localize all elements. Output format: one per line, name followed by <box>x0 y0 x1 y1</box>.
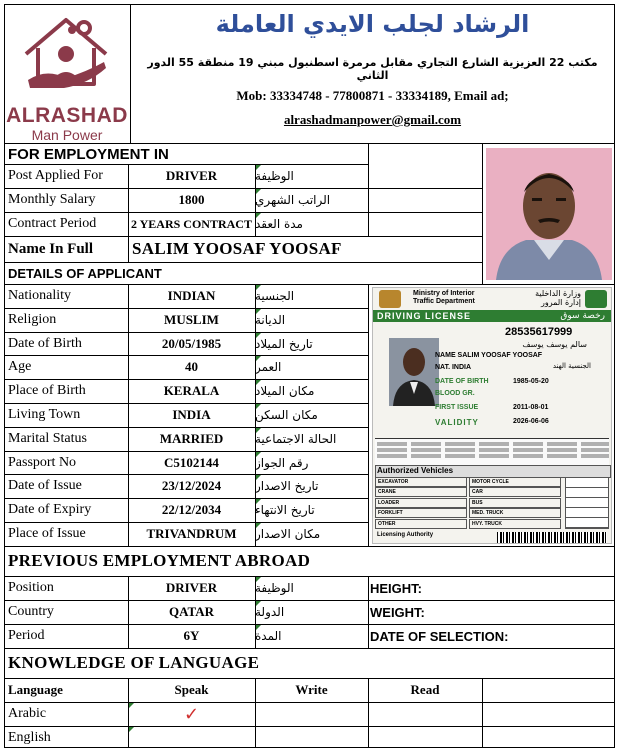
field-label-arabic: الراتب الشهري <box>255 193 331 207</box>
license-dept-ar: إدارة المرور <box>540 298 581 307</box>
field-value: 22/12/2034 <box>161 502 222 518</box>
emblem-icon <box>379 290 401 308</box>
field-value: 40 <box>185 359 198 375</box>
vehicle-class: BUS <box>469 498 561 508</box>
field-label: Position <box>8 580 54 595</box>
field-label-arabic: العمر <box>255 360 282 375</box>
license-title-ar: رخصة سوق <box>560 311 605 321</box>
field-label-arabic: الجنسية <box>255 289 295 303</box>
field-value: 1800 <box>178 192 205 207</box>
field-value: 6Y <box>183 628 200 643</box>
field-label-arabic: الوظيفة <box>255 169 294 183</box>
speak-check-icon: ✓ <box>183 703 200 725</box>
license-dob: 1985-05-20 <box>513 378 549 385</box>
field-label: Country <box>8 604 54 619</box>
field-label-arabic: تاريخ الاصدار <box>255 479 319 494</box>
field-label-arabic: تاريخ الميلاد <box>255 336 313 351</box>
license-auth-label: Authorized Vehicles <box>377 466 454 475</box>
license-number: 28535617999 <box>505 326 573 338</box>
vehicle-class: EXCAVATOR <box>375 477 467 487</box>
vehicle-class: MED. TRUCK <box>469 508 561 518</box>
field-label-arabic: الديانة <box>255 312 286 327</box>
license-blood: BLOOD GR. <box>435 390 475 397</box>
field-label: Date of Expiry <box>8 502 92 518</box>
company-name-arabic: الرشاد لجلب الايدي العاملة <box>215 10 530 38</box>
flag-icon <box>585 290 607 308</box>
vehicle-class: OTHER <box>375 519 467 529</box>
license-ministry: Ministry of Interior <box>413 290 475 297</box>
name-value: SALIM YOOSAF YOOSAF <box>132 239 342 258</box>
logo-subtext: Man Power <box>31 127 103 143</box>
field-label-arabic: مكان الميلاد <box>255 384 315 399</box>
license-photo <box>389 338 439 406</box>
vehicle-class: HVY. TRUCK <box>469 519 561 529</box>
company-email: alrashadmanpower@gmail.com <box>283 112 462 127</box>
field-label-arabic: مكان السكن <box>255 408 318 422</box>
field-label-arabic: المدة <box>255 629 282 643</box>
field-value: QATAR <box>168 604 215 619</box>
driving-license-image <box>372 287 612 544</box>
license-first-issue-label: FIRST ISSUE <box>435 404 479 411</box>
license-ministry-ar: وزارة الداخلية <box>535 289 581 298</box>
vehicle-class: FORKLIFT <box>375 508 467 518</box>
barcode <box>497 532 607 544</box>
field-value: 23/12/2024 <box>161 478 222 494</box>
field-label: Living Town <box>8 407 81 422</box>
field-label: Period <box>8 628 45 643</box>
license-authority: Licensing Authority <box>377 532 434 538</box>
house-hand-icon <box>6 10 128 98</box>
field-value: TRIVANDRUM <box>146 526 237 541</box>
measure-label: WEIGHT: <box>370 604 425 620</box>
applicant-photo <box>486 148 612 280</box>
vehicle-class: CAR <box>469 487 561 497</box>
field-label: Marital Status <box>8 430 87 446</box>
section-employment: FOR EMPLOYMENT IN <box>8 145 169 163</box>
section-previous: PREVIOUS EMPLOYMENT ABROAD <box>8 551 311 570</box>
measure-label: DATE OF SELECTION: <box>370 628 509 644</box>
license-dept: Traffic Department <box>413 298 475 305</box>
field-value: 2 YEARS CONTRACT <box>131 216 252 231</box>
license-validity: 2026-06-06 <box>513 418 549 425</box>
field-label-arabic: رقم الجواز <box>255 455 309 470</box>
language-name: Arabic <box>8 706 47 721</box>
field-label-arabic: الدولة <box>255 605 285 619</box>
field-label-arabic: مكان الاصدار <box>255 527 321 541</box>
section-language: KNOWLEDGE OF LANGUAGE <box>8 653 260 672</box>
field-value: INDIAN <box>167 288 216 303</box>
field-label-arabic: الوظيفة <box>255 581 294 595</box>
company-address-arabic: مكتب 22 العزيزية الشارع التجاري مقابل مرمرة اسطنبول مبني 19 منطقة 55 الدور الثاني <box>147 56 598 82</box>
logo-text: ALRASHAD <box>6 104 128 127</box>
field-value: INDIA <box>172 407 211 422</box>
vehicle-class: MOTOR CYCLE <box>469 477 561 487</box>
field-label: Religion <box>8 311 57 327</box>
field-value: C5102144 <box>164 454 219 470</box>
license-validity-label: VALIDITY <box>435 418 479 427</box>
company-phone: Mob: 33334748 - 77800871 - 33334189, Email ad; <box>236 88 509 103</box>
license-first-issue: 2011-08-01 <box>513 404 549 411</box>
field-label: Date of Issue <box>8 478 82 494</box>
language-header: Read <box>410 682 440 697</box>
field-value: 20/05/1985 <box>161 335 222 351</box>
field-label: Place of Birth <box>8 383 86 399</box>
license-name: NAME SALIM YOOSAF YOOSAF <box>435 352 543 359</box>
language-header: Language <box>8 682 63 697</box>
field-label: Place of Issue <box>8 526 86 541</box>
field-label-arabic: تاريخ الانتهاء <box>255 503 315 518</box>
field-label: Nationality <box>8 288 71 303</box>
vehicle-notes <box>565 477 609 529</box>
field-value: KERALA <box>163 383 220 399</box>
license-nat-ar: الجنسية الهند <box>552 362 591 370</box>
company-logo <box>6 10 128 143</box>
measure-label: HEIGHT: <box>370 580 422 596</box>
field-label-arabic: الحالة الاجتماعية <box>255 431 337 446</box>
field-label-arabic: مدة العقد <box>255 217 303 231</box>
field-value: MUSLIM <box>164 311 219 327</box>
field-label: Age <box>8 359 32 375</box>
license-dob-label: DATE OF BIRTH <box>435 378 489 385</box>
name-label: Name In Full <box>8 240 94 257</box>
field-value: MARRIED <box>159 430 224 446</box>
license-nat: NAT. INDIA <box>435 364 472 371</box>
language-header: Speak <box>174 682 209 697</box>
field-value: DRIVER <box>165 168 218 183</box>
field-label: Passport No <box>8 454 77 470</box>
field-label: Monthly Salary <box>8 192 96 207</box>
vehicle-class: CRANE <box>375 487 467 497</box>
field-value: DRIVER <box>165 580 218 595</box>
vehicle-class: LOADER <box>375 498 467 508</box>
field-label: Date of Birth <box>8 335 82 351</box>
language-name: English <box>8 730 51 745</box>
license-name-ar: سالم يوسف يوسف <box>522 340 587 349</box>
field-label: Contract Period <box>8 216 97 231</box>
license-title: DRIVING LICENSE <box>377 311 472 321</box>
speak-check-icon <box>128 726 255 750</box>
section-details: DETAILS OF APPLICANT <box>8 265 162 281</box>
language-header: Write <box>295 682 328 697</box>
field-label: Post Applied For <box>8 168 103 183</box>
